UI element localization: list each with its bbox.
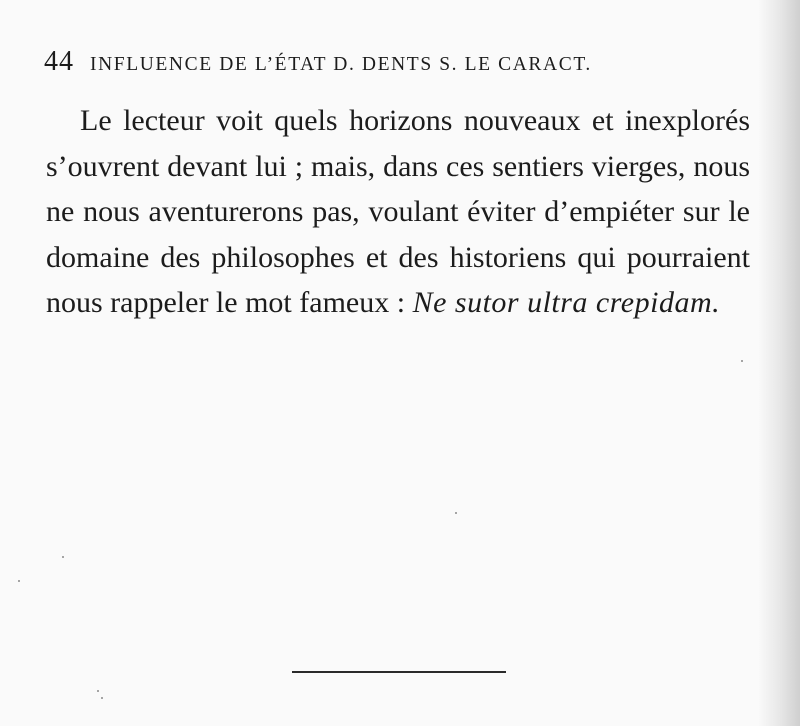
body-paragraph [46,98,750,326]
running-title: INFLUENCE DE L’ÉTAT D. DENTS S. LE CARACT. [90,54,592,75]
paper-speck [101,697,103,699]
page-number: 44 [44,46,74,77]
paper-speck [18,580,20,582]
paper-speck [741,360,743,362]
paper-speck [97,690,99,692]
paragraph-text: Le lecteur voit quels horizons nouveaux et inexplorés s’ouvrent devant lui ; mais, dans ces sentiers vierges, nous ne nous aventurerons pas, voulant éviter d’empiéter sur le domaine des philosophes et des historiens qui pourraient nous rappeler le mot fameux : [46,104,750,319]
page-edge-shadow [758,0,800,726]
latin-quote: Ne sutor ultra crepidam. [412,286,721,319]
paper-speck [455,512,457,514]
running-header [44,46,734,80]
footer-rule [292,671,506,673]
paper-speck [62,556,64,558]
